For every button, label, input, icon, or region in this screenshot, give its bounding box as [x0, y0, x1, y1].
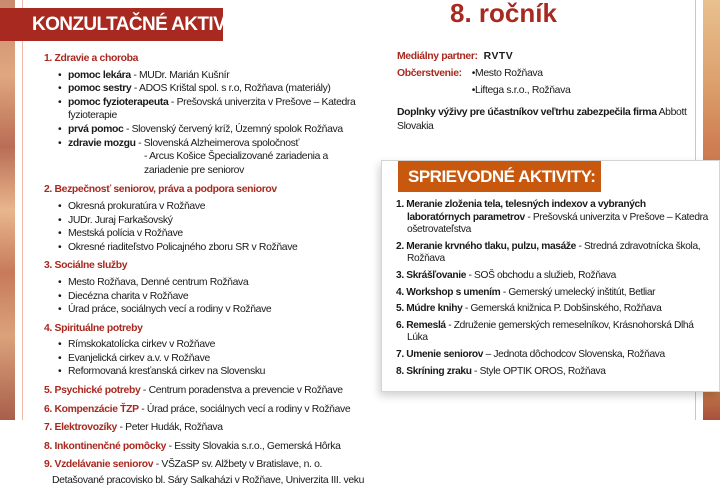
section-education: [44, 458, 374, 487]
section-social: [44, 259, 374, 316]
list-item: • Rímskokatolícka cirkev v Rožňave: [58, 338, 374, 352]
list-item: • Mestská polícia v Rožňave: [58, 227, 374, 241]
sponsor-note: [397, 106, 693, 134]
item-text: – Jednota dôchodcov Slovenska, Rožňava: [483, 348, 665, 360]
list-item: • Mesto Rožňava, Denné centrum Rožňava: [58, 276, 374, 290]
list-item: • Diecézna charita v Rožňave: [58, 290, 374, 304]
section-title: 3. Sociálne služby: [44, 260, 128, 272]
list-item: • Mesto Rožňava: [472, 67, 571, 81]
section-wheelchairs: [44, 421, 374, 435]
list-item: • Evanjelická cirkev a.v. v Rožňave: [58, 352, 374, 366]
list-item: [396, 270, 708, 283]
item-label: 1. Meranie zloženia tela, telesných indexov a vybraných laboratórnych parametrov: [396, 199, 646, 223]
refreshments-list: [472, 67, 571, 98]
item-text: - Prešovská univerzita v Prešove – Katedra ošetrovateľstva: [407, 211, 708, 236]
media-partner-value: RVTV: [483, 51, 514, 62]
section-title: 6. Kompenzácie ŤZP: [44, 403, 139, 415]
item-label: 8. Skríning zraku: [396, 365, 472, 377]
item-label: zdravie mozgu: [68, 137, 136, 149]
list-item: • Okresná prokuratúra v Rožňave: [58, 200, 374, 214]
section-title: 5. Psychické potreby: [44, 385, 141, 397]
item-text: - MUDr. Marián Kušnír: [130, 69, 230, 81]
list-item: • Úrad práce, sociálnych vecí a rodiny v Rožňave: [58, 303, 374, 317]
item-text: - Prešovská univerzita v Prešove – Katedra fyzioterapie: [68, 96, 356, 122]
list-item: [396, 241, 708, 266]
section-title: 1. Zdravie a choroba: [44, 53, 139, 64]
partners-block: [397, 50, 693, 134]
list-item: • Liftega s.r.o., Rožňava: [472, 84, 571, 98]
list-item: [58, 82, 374, 96]
item-label: 6. Remeslá: [396, 319, 446, 331]
section-health: [44, 52, 374, 177]
item-text: - Slovenský červený kríž, Územný spolok Rožňava: [123, 123, 343, 135]
list-item: • Okresné riaditeľstvo Policajného zboru SR v Rožňave: [58, 241, 374, 255]
item-text: - Essity Slovakia s.r.o., Gemerská Hôrka: [166, 440, 341, 452]
decorative-leaf-strip-left: [0, 0, 15, 420]
item-text: - Peter Hudák, Rožňava: [116, 422, 223, 434]
item-text: - SOŠ obchodu a služieb, Rožňava: [466, 269, 616, 281]
item-label: 5. Múdre knihy: [396, 303, 463, 315]
media-partner-row: [397, 50, 693, 64]
item-label: prvá pomoc: [68, 123, 124, 135]
item-text: - Stredná zdravotnícka škola, Rožňava: [407, 240, 701, 265]
item-text: - ADOS Krištal spol. s r.o, Rožňava (materiály): [131, 83, 331, 95]
item-label: 4. Workshop s umením: [396, 286, 501, 298]
list-item: [58, 69, 374, 83]
section-title: 2. Bezpečnosť seniorov, práva a podpora seniorov: [44, 184, 277, 196]
section-compensation: [44, 403, 374, 417]
section-spiritual: [44, 322, 374, 379]
list-item: [396, 287, 708, 300]
list-item: [58, 123, 374, 137]
list-item: [396, 320, 708, 345]
note-sponsor: Abbott Slovakia: [397, 107, 687, 132]
item-label: pomoc sestry: [68, 83, 132, 95]
item-label: pomoc lekára: [68, 69, 131, 81]
item-continuation: Detašované pracovisko bl. Sáry Salkaházi v Rožňave, Univerzita III. veku: [52, 475, 365, 487]
item-text: - VŠZaSP sv. Alžbety v Bratislave, n. o.: [153, 459, 323, 471]
media-partner-label: Mediálny partner:: [397, 51, 478, 62]
list-item: • JUDr. Juraj Farkašovský: [58, 214, 374, 228]
item-text: - Gemerský umelecký inštitút, Betliar: [500, 286, 656, 298]
item-text: - Centrum poradenstva a prevencie v Rožňave: [140, 385, 343, 397]
list-item: • Reformovaná kresťanská cirkev na Slovensku: [58, 365, 374, 379]
section-incontinence: [44, 440, 374, 454]
section-title: 4. Spirituálne potreby: [44, 322, 143, 334]
list-item: [396, 349, 708, 362]
item-label: 2. Meranie krvného tlaku, pulzu, masáže: [396, 240, 576, 252]
refreshments-label: Občerstvenie:: [397, 68, 462, 79]
item-text: - Slovenská Alzheimerova spoločnosť: [135, 137, 300, 149]
section-title: 8. Inkontinenčné pomôcky: [44, 440, 167, 452]
item-label: 3. Skrášľovanie: [396, 269, 467, 281]
item-text: - Združenie gemerských remeselníkov, Krásnohorská Dlhá Lúka: [407, 319, 694, 344]
item-label: 7. Umenie seniorov: [396, 348, 484, 360]
companion-activities-heading: SPRIEVODNÉ AKTIVITY:: [398, 161, 601, 192]
list-item: [396, 366, 708, 379]
item-label: pomoc fyzioterapeuta: [68, 96, 169, 108]
section-safety: [44, 183, 374, 254]
section-title: 7. Elektrovozíky: [44, 422, 117, 434]
list-item: [58, 96, 374, 123]
consult-activities-heading: KONZULTAČNÉ AKTIVITY:: [0, 8, 223, 41]
note-bold: Doplnky výživy pre účastníkov veľtrhu zabezpečila firma: [397, 107, 657, 118]
list-item: [396, 199, 708, 237]
edition-label: 8. ročník: [450, 0, 557, 28]
divider-line-left: [22, 0, 23, 420]
refreshments-row: [397, 67, 693, 98]
consult-activities-list: [44, 52, 374, 493]
section-psychic: [44, 384, 374, 398]
item-text: - Gemerská knižnica P. Dobšinského, Rožňava: [462, 303, 662, 315]
list-item: [58, 137, 374, 151]
item-text: - Style OPTIK OROS, Rožňava: [471, 365, 606, 377]
section-title: 9. Vzdelávanie seniorov: [44, 459, 154, 471]
item-extra: - Arcus Košice Špecializované zariadenia a zariadenie pre seniorov: [144, 151, 328, 176]
item-text: - Úrad práce, sociálnych vecí a rodiny v Rožňave: [138, 403, 351, 415]
companion-activities-card: [381, 160, 720, 392]
list-item: [396, 303, 708, 316]
companion-activities-list: [396, 199, 708, 382]
